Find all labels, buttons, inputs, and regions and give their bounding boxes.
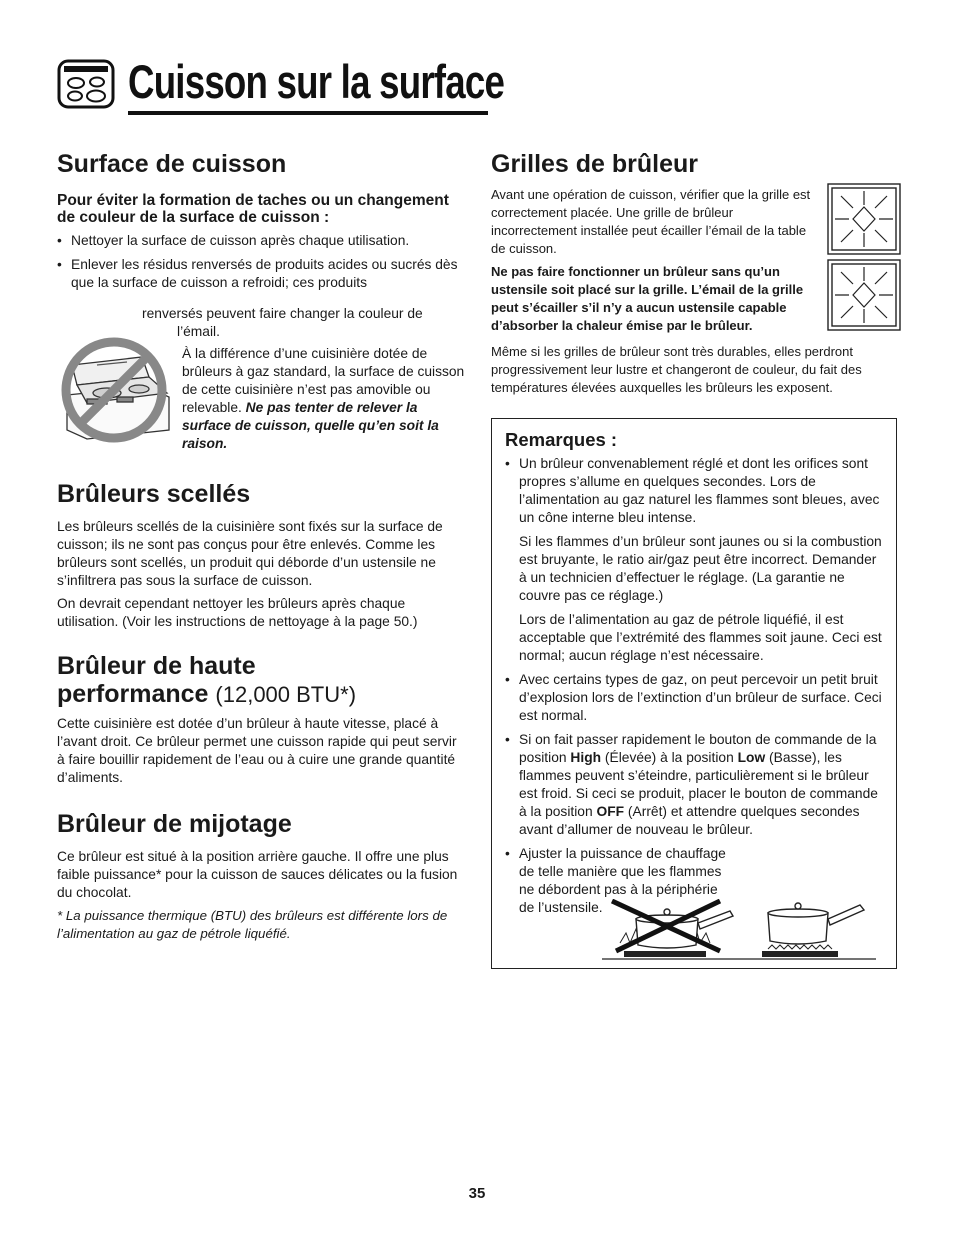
page-title: Cuisson sur la surface xyxy=(128,55,505,108)
heading-line: Brûleur de haute xyxy=(57,652,256,680)
notes-box xyxy=(491,418,897,969)
warning-paragraph: Ne pas faire fonctionner un brûleur sans qu’un ustensile soit placé sur la grille. L’émail de la grille peut s’écailler s’il n’y a aucun ustensile capable d’absorber la chaleur émise par le brûleur. xyxy=(491,264,804,333)
paragraph: Cette cuisinière est dotée d’un brûleur à haute vitesse, placé à l’avant droit. Ce brûleur permet une cuisson rapide qui peut servir à faire bouillir rapidement de l’eau ou à cuire une grande quantité d’aliments. xyxy=(57,716,457,785)
section-heading: Surface de cuisson xyxy=(57,150,287,178)
note-text: (Basse), les flammes peuvent s’éteindre, particulièrement si le brûleur est froid. Si ceci se produit, placer le bouton de commande à la position xyxy=(519,750,878,819)
paragraph-line: renversés peuvent faire changer la couleur de xyxy=(142,306,423,321)
list-item: • Avec certains types de gaz, on peut percevoir un petit bruit d’explosion lors de l’extinction d’un brûleur de surface. Ceci est normal. xyxy=(505,671,887,725)
section-bruleurs-scelles xyxy=(57,480,465,631)
notes-list xyxy=(505,455,887,917)
title-underline xyxy=(128,111,488,115)
note-subparagraph: Lors de l’alimentation au gaz de pétrole liquéfié, il est acceptable que l’extrémité des flammes soit jaune. Ceci est normal; aucun réglage n’est nécessaire. xyxy=(519,612,882,663)
section-surface-de-cuisson xyxy=(57,150,465,451)
note-text: Un brûleur convenablement réglé et dont les orifices sont propres s’allume en quelques secondes. Lors de l’alimentation au gaz naturel les flammes sont bleues, avec un cône interne bleu intense. xyxy=(519,456,880,525)
setting-high: High xyxy=(570,750,602,765)
setting-low: Low xyxy=(737,750,766,765)
note-text: (Élevée) à la position xyxy=(604,750,734,765)
note-text: Ajuster la puissance de chauffage de telle manière que les flammes ne débordent pas à la périphérie de l’ustensile. xyxy=(519,846,726,915)
notes-title: Remarques : xyxy=(505,429,618,450)
heading-line: performance xyxy=(57,680,209,708)
section-heading xyxy=(57,652,465,709)
page-header xyxy=(56,54,505,114)
warning-text: Ne pas tenter de relever la surface de cuisson, quelle qu’en soit la raison. xyxy=(182,400,439,451)
btu-rating: (12,000 BTU*) xyxy=(215,682,357,707)
section-intro: Pour éviter la formation de taches ou un changement de couleur de la surface de cuisson : xyxy=(57,192,449,226)
list-item: • Nettoyer la surface de cuisson après chaque utilisation. xyxy=(57,232,465,250)
paragraph: On devrait cependant nettoyer les brûleurs après chaque utilisation. (Voir les instructions de nettoyage à la page 50.) xyxy=(57,596,418,629)
bullet-list xyxy=(57,232,465,292)
note-text: Si on fait passer rapidement le bouton de commande de la position xyxy=(519,732,877,765)
note-subparagraph: Si les flammes d’un brûleur sont jaunes ou si la combustion est bruyante, le ratio air/gaz peut être incorrect. Demander à un technicien d’effectuer le réglage. (La garantie ne couvre pas ce réglage.) xyxy=(519,534,882,603)
paragraph-line: l’émail. xyxy=(177,324,220,339)
pan-flame-illustration xyxy=(602,899,878,963)
paragraph-text: À la différence d’une cuisinière dotée de brûleurs à gaz standard, la surface de cuisson de cette cuisinière n’est pas amovible ou relevable. xyxy=(182,346,465,415)
section-heading: Grilles de brûleur xyxy=(491,150,699,178)
list-item: • Enlever les résidus renversés de produits acides ou sucrés dès que la surface de cuisson a refroidi; ces produits xyxy=(57,256,465,292)
no-lift-cooktop-illustration xyxy=(57,335,177,445)
burner-grate-icon xyxy=(827,183,901,331)
section-heading: Brûleur de mijotage xyxy=(57,810,292,838)
footnote: * La puissance thermique (BTU) des brûleurs est différente lors de l’alimentation au gaz de pétrole liquéfié. xyxy=(57,908,448,941)
paragraph: Même si les grilles de brûleur sont très durables, elles perdront progressivement leur lustre et changeront de couleur, du fait des températures élevées auxquelles les brûleurs les exposent. xyxy=(491,344,862,395)
section-bruleur-haute-performance xyxy=(57,652,465,787)
note-text: (Arrêt) et attendre quelques secondes avant d’allumer de nouveau le brûleur. xyxy=(519,804,860,837)
stove-icon xyxy=(56,58,116,110)
setting-off: OFF xyxy=(596,804,625,819)
paragraph: Avant une opération de cuisson, vérifier que la grille est correctement placée. Une grille de brûleur incorrectement installée peut écailler l’émail de la table de cuisson. xyxy=(491,187,811,256)
section-heading: Brûleurs scellés xyxy=(57,480,251,508)
section-grilles-de-bruleur xyxy=(491,150,901,397)
page-number: 35 xyxy=(468,1185,486,1202)
list-item xyxy=(505,455,887,665)
section-bruleur-mijotage xyxy=(57,810,465,943)
paragraph: Les brûleurs scellés de la cuisinière sont fixés sur la surface de cuisson; ils ne sont pas conçus pour être enlevés. Comme les brûleurs sont scellés, un produit qui déborde d’un ustensile ne s’infiltrera pas sous la surface de cuisson. xyxy=(57,519,443,588)
cooktop-paragraph xyxy=(182,345,465,453)
paragraph: Ce brûleur est situé à la position arrière gauche. Il offre une plus faible puissance* pour la cuisson de sauces délicates ou la fusion du chocolat. xyxy=(57,849,458,900)
list-item xyxy=(505,731,887,839)
